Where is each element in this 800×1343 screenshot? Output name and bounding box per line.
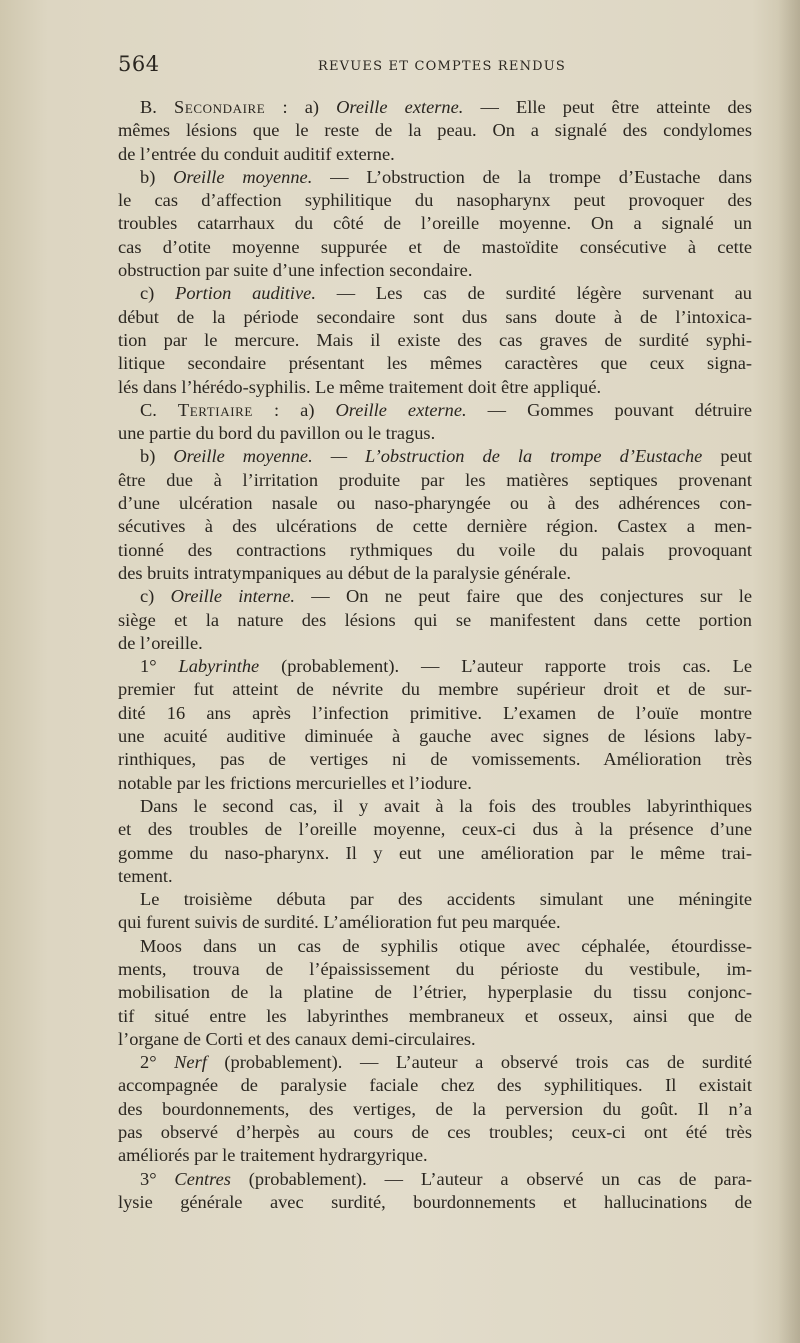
text-run: 1° [140,656,179,677]
text-run: Moos dans un cas de syphilis otique avec céphalée, étourdisse- [140,935,752,956]
page-number: 564 [118,52,160,76]
text-run: rinthiques, pas de vertiges ni de vomissements. Amélioration très [118,749,752,770]
text-line [118,678,752,701]
text-run: mobilisation de la platine de l’étrier, hyperplasie du tissu conjonc- [118,982,752,1003]
text-line [118,329,752,352]
text-run: Oreille moyenne. [173,166,313,187]
text-line [118,515,752,538]
text-run: : a) [265,97,337,117]
body-text [118,96,752,1214]
text-run: Oreille moyenne. — L’obstruction de la trompe d’Eustache [173,446,703,467]
text-line [118,888,752,911]
page-edge-shadow [778,0,800,1343]
text-run: tement. [118,865,173,886]
text-line [118,143,752,166]
text-run: lysie générale avec surdité, bourdonnements et hallucinations de [118,1191,752,1212]
text-line [118,96,752,119]
text-run: dité 16 ans après l’infection primitive. L’examen de l’ouïe montre [118,702,752,723]
text-run: Centres [174,1168,231,1189]
text-run: Oreille externe. [336,97,464,117]
text-run: b) [140,166,174,187]
text-line [118,1121,752,1144]
text-line [118,772,752,795]
text-line [118,492,752,515]
text-line [118,958,752,981]
text-run: Portion auditive. [175,283,316,304]
text-run: c) [140,283,176,304]
text-run: (probablement). — L’auteur a observé un cas de para- [230,1168,753,1189]
text-line [118,1098,752,1121]
text-line [118,725,752,748]
text-line [118,748,752,771]
text-line [118,1051,752,1074]
text-run: ments, trouva de l’épaississement du périoste du vestibule, im- [118,958,752,979]
text-line [118,702,752,725]
text-run: (probablement). — L’auteur a observé trois cas de surdité [206,1052,752,1073]
text-run: accompagnée de paralysie faciale chez des syphilitiques. Il existait [118,1075,752,1096]
text-run: être due à l’irritation produite par les matières septiques provenant [118,469,752,490]
text-line [118,119,752,142]
text-line [118,422,752,445]
text-run: gomme du naso-pharynx. Il y eut une amélioration par le même trai- [118,842,752,863]
text-line [118,1168,752,1191]
running-head: REVUES ET COMPTES RENDUS [318,59,567,74]
text-line [118,1191,752,1214]
text-run: Oreille interne. [170,586,295,607]
text-line [118,1005,752,1028]
text-run: Nerf [174,1052,207,1073]
text-run: premier fut atteint de névrite du membre supérieur droit et de sur- [118,679,752,700]
text-run: litique secondaire présentant les mêmes caractères que ceux signa- [118,353,752,374]
text-line [118,399,752,422]
text-run: d’une ulcération nasale ou naso-pharyngée ou à des adhérences con- [118,493,752,514]
text-line [118,655,752,678]
text-line [118,585,752,608]
text-line [118,236,752,259]
text-line [118,818,752,841]
text-run: siège et la nature des lésions qui se manifestent dans cette portion [118,609,752,630]
text-line [118,306,752,329]
text-run: — On ne peut faire que des conjectures sur le [294,586,752,607]
text-line [118,539,752,562]
text-line [118,865,752,888]
text-line [118,562,752,585]
text-run: troubles catarrhaux du côté de l’oreille moyenne. On a signalé un [118,213,752,234]
text-run: tionné des contractions rythmiques du voile du palais provoquant [118,539,752,560]
text-run: une acuité auditive diminuée à gauche avec signes de lésions laby- [118,726,752,747]
text-line [118,981,752,1004]
text-run: — L’obstruction de la trompe d’Eustache dans [312,166,752,187]
text-run: (probablement). — L’auteur rapporte trois cas. Le [259,656,752,677]
text-line [118,911,752,934]
text-run: qui furent suivis de surdité. L’amélioration fut peu marquée. [118,912,561,933]
text-run: 2° [140,1052,175,1073]
text-line [118,189,752,212]
text-run: de l’entrée du conduit auditif externe. [118,143,395,164]
text-run: le cas d’affection syphilitique du nasopharynx peut provoquer des [118,190,752,211]
text-run: tif situé entre les labyrinthes membraneux et osseux, ainsi que de [118,1005,752,1026]
text-run: améliorés par le traitement hydrargyrique. [118,1145,428,1166]
text-run: sécutives à des ulcérations de cette dernière région. Castex a men- [118,516,752,537]
text-run: des bruits intratympaniques au début de la paralysie générale. [118,562,571,583]
text-run: C. [140,399,178,420]
text-run: l’organe de Corti et des canaux demi-circulaires. [118,1028,476,1049]
text-run: c) [140,586,171,607]
text-run: lés dans l’hérédo-syphilis. Le même traitement doit être appliqué. [118,376,602,397]
text-line [118,1028,752,1051]
text-line [118,259,752,282]
text-run: Dans le second cas, il y avait à la fois des troubles labyrinthiques [140,795,752,816]
text-run: — Les cas de surdité légère survenant au [315,283,752,304]
text-run: mêmes lésions que le reste de la peau. On a signalé des condylomes [118,120,752,141]
text-run: peut [702,446,752,467]
text-line [118,609,752,632]
text-run: — Gommes pouvant détruire [466,399,752,420]
text-run: cas d’otite moyenne suppurée et de mastoïdite consécutive à cette [118,236,752,257]
text-run: de l’oreille. [118,632,203,653]
text-line [118,935,752,958]
text-run: pas observé d’herpès au cours de ces troubles; ceux-ci ont été très [118,1122,752,1143]
text-line [118,842,752,865]
text-run: et des troubles de l’oreille moyenne, ceux-ci dus à la présence d’une [118,819,752,840]
text-run: Secondaire [174,97,266,117]
text-run: Le troisième débuta par des accidents simulant une méningite [140,889,752,910]
text-run: Oreille externe. [335,399,467,420]
text-run: b) [140,446,174,467]
text-line [118,1074,752,1097]
text-line [118,795,752,818]
text-run: une partie du bord du pavillon ou le tragus. [118,423,436,444]
text-line [118,212,752,235]
text-run: Tertiaire [177,399,253,420]
text-line [118,376,752,399]
text-run: notable par les frictions mercurielles et l’iodure. [118,772,472,793]
text-run: — Elle peut être atteinte des [463,97,752,117]
text-line [118,282,752,305]
text-run: 3° [140,1168,175,1189]
text-line [118,632,752,655]
text-run: des bourdonnements, des vertiges, de la perversion du goût. Il n’a [118,1098,752,1119]
text-run: tion par le mercure. Mais il existe des cas graves de surdité syphi- [118,329,752,350]
text-line [118,469,752,492]
text-run: : a) [252,399,336,420]
text-line [118,166,752,189]
text-run: obstruction par suite d’une infection secondaire. [118,260,473,281]
text-line [118,352,752,375]
text-line [118,1144,752,1167]
text-line [118,445,752,468]
text-run: Labyrinthe [178,656,260,677]
text-run: B. [140,97,174,117]
page-header [118,52,754,82]
text-run: début de la période secondaire sont dus sans doute à de l’intoxica- [118,306,752,327]
